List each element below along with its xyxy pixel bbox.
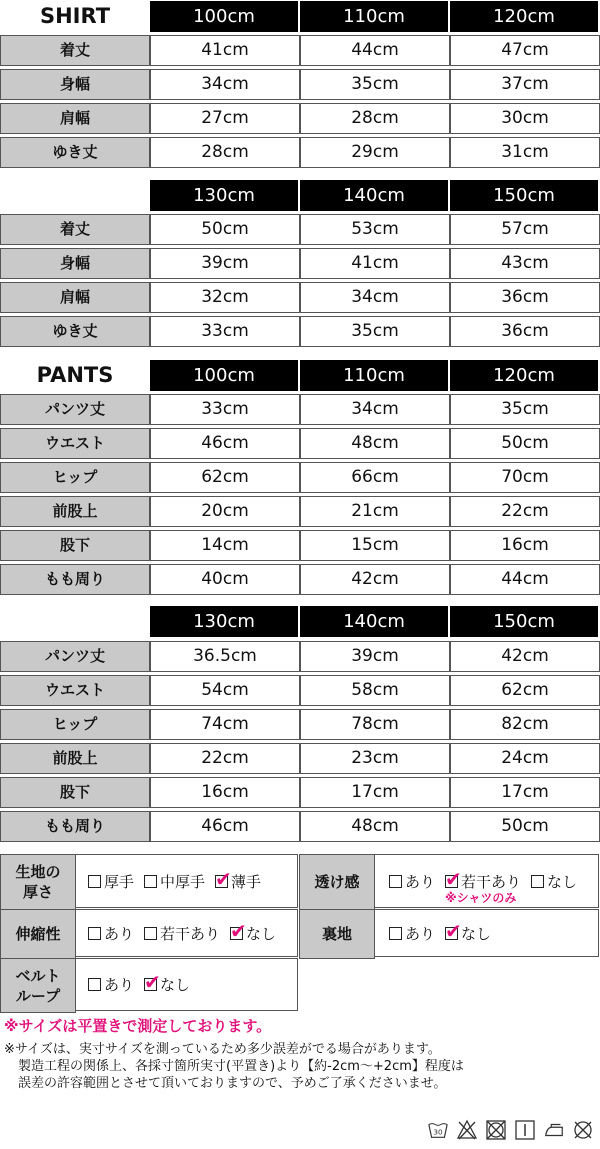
cell-value: 21cm <box>300 496 450 527</box>
cell-value: 50cm <box>150 214 300 245</box>
cell-value: 58cm <box>300 675 450 706</box>
option-slightly: ✔ 若干あり <box>445 867 522 891</box>
cell-value: 22cm <box>450 496 600 527</box>
lining-label: 裏地 <box>299 909 375 959</box>
cell-value: 22cm <box>150 743 300 774</box>
cell-value: 23cm <box>300 743 450 774</box>
row-label: 股下 <box>0 777 150 808</box>
table-row <box>0 248 600 279</box>
cell-value: 39cm <box>150 248 300 279</box>
cell-value: 62cm <box>450 675 600 706</box>
pants-title: PANTS <box>36 363 114 387</box>
cell-value: 62cm <box>150 462 300 493</box>
cell-value: 50cm <box>450 811 600 842</box>
cell-value: 36cm <box>450 316 600 347</box>
checkbox-icon <box>144 875 157 888</box>
cell-value: 50cm <box>450 428 600 459</box>
cell-value: 33cm <box>150 316 300 347</box>
checkbox-icon <box>389 875 402 888</box>
option-yes: あり <box>88 923 134 944</box>
size-disclaimer: ※サイズは、実寸サイズを測っているため多少誤差がでる場合があります。 製造工程の関係上、各採寸箇所実寸(平置き)より【約-2cm〜+2cm】程度は 誤差の許容範囲とさせて頂いておりますので、予めご了承くださいませ。 <box>4 1042 464 1091</box>
fabric-thickness-label: 生地の 厚さ <box>0 854 76 910</box>
size-header: 100cm <box>150 360 298 391</box>
row-label: 前股上 <box>0 743 150 774</box>
lining-options <box>374 909 599 957</box>
cell-value: 36cm <box>450 282 600 313</box>
cell-value: 35cm <box>300 69 450 100</box>
row-label: ヒップ <box>0 462 150 493</box>
option-yes: あり <box>88 974 134 995</box>
wash-30-icon <box>427 1119 449 1141</box>
table-row <box>0 641 600 672</box>
option-yes: あり <box>389 923 435 944</box>
row-label: ゆき丈 <box>0 137 150 168</box>
cell-value: 16cm <box>150 777 300 808</box>
row-label: 身幅 <box>0 69 150 100</box>
cell-value: 17cm <box>450 777 600 808</box>
cell-value: 14cm <box>150 530 300 561</box>
row-label: ウエスト <box>0 675 150 706</box>
sheer-options <box>374 854 599 908</box>
option-no: ✔ なし <box>445 918 492 943</box>
cell-value: 28cm <box>300 103 450 134</box>
cell-value: 44cm <box>300 35 450 66</box>
checked-checkbox-icon: ✔ <box>215 866 232 891</box>
cell-value: 28cm <box>150 137 300 168</box>
cell-value: 31cm <box>450 137 600 168</box>
option-yes: あり <box>389 871 435 892</box>
table-row <box>0 743 600 774</box>
svg-text:30: 30 <box>433 1127 443 1137</box>
checkbox-icon <box>88 978 101 991</box>
row-label: 着丈 <box>0 35 150 66</box>
cell-value: 54cm <box>150 675 300 706</box>
row-label: 着丈 <box>0 214 150 245</box>
cell-value: 33cm <box>150 394 300 425</box>
checked-checkbox-icon: ✔ <box>445 867 462 891</box>
cell-value: 37cm <box>450 69 600 100</box>
row-label: もも周り <box>0 811 150 842</box>
cell-value: 15cm <box>300 530 450 561</box>
cell-value: 16cm <box>450 530 600 561</box>
table-row <box>0 777 600 808</box>
cell-value: 48cm <box>300 428 450 459</box>
checked-checkbox-icon: ✔ <box>230 918 247 943</box>
cell-value: 32cm <box>150 282 300 313</box>
option-medium: 中厚手 <box>144 871 205 892</box>
cell-value: 57cm <box>450 214 600 245</box>
cell-value: 70cm <box>450 462 600 493</box>
beltloop-label: ベルト ループ <box>0 958 76 1013</box>
row-label: 肩幅 <box>0 282 150 313</box>
size-header: 150cm <box>450 180 598 211</box>
size-header: 120cm <box>450 1 598 32</box>
row-label: もも周り <box>0 564 150 595</box>
size-header: 140cm <box>300 180 448 211</box>
table-row <box>0 428 600 459</box>
cell-value: 30cm <box>450 103 600 134</box>
table-row <box>0 394 600 425</box>
size-header: 100cm <box>150 1 298 32</box>
option-thick: 厚手 <box>88 871 134 892</box>
row-label: ゆき丈 <box>0 316 150 347</box>
checkbox-icon <box>531 875 544 888</box>
checked-checkbox-icon: ✔ <box>445 918 462 943</box>
row-label: 肩幅 <box>0 103 150 134</box>
iron-low-icon <box>543 1119 565 1141</box>
stretch-label: 伸縮性 <box>0 909 76 959</box>
cell-value: 41cm <box>300 248 450 279</box>
cell-value: 39cm <box>300 641 450 672</box>
cell-value: 41cm <box>150 35 300 66</box>
table-row <box>0 137 600 168</box>
cell-value: 34cm <box>300 394 450 425</box>
size-header: 130cm <box>150 606 298 637</box>
size-header: 150cm <box>450 606 598 637</box>
sheer-label: 透け感 <box>299 854 375 910</box>
row-label: 股下 <box>0 530 150 561</box>
table-row <box>0 103 600 134</box>
cell-value: 48cm <box>300 811 450 842</box>
size-header: 110cm <box>300 1 448 32</box>
sheer-note: ※シャツのみ <box>445 891 517 905</box>
cell-value: 78cm <box>300 709 450 740</box>
table-row <box>0 530 600 561</box>
size-header: 120cm <box>450 360 598 391</box>
size-header: 140cm <box>300 606 448 637</box>
row-label: 身幅 <box>0 248 150 279</box>
table-row <box>0 811 600 842</box>
cell-value: 46cm <box>150 811 300 842</box>
cell-value: 74cm <box>150 709 300 740</box>
cell-value: 46cm <box>150 428 300 459</box>
option-slightly: 若干あり <box>144 923 220 944</box>
cell-value: 35cm <box>450 394 600 425</box>
cell-value: 17cm <box>300 777 450 808</box>
cell-value: 20cm <box>150 496 300 527</box>
cell-value: 36.5cm <box>150 641 300 672</box>
table-row <box>0 214 600 245</box>
cell-value: 82cm <box>450 709 600 740</box>
checkbox-icon <box>389 927 402 940</box>
table-row <box>0 35 600 66</box>
line-dry-icon <box>514 1119 536 1141</box>
option-thin: ✔ 薄手 <box>215 866 262 891</box>
row-label: ウエスト <box>0 428 150 459</box>
beltloop-options <box>75 958 298 1011</box>
cell-value: 44cm <box>450 564 600 595</box>
cell-value: 47cm <box>450 35 600 66</box>
size-measure-note: ※サイズは平置きで測定しております。 <box>4 1017 272 1035</box>
table-row <box>0 709 600 740</box>
table-row <box>0 496 600 527</box>
cell-value: 34cm <box>300 282 450 313</box>
checkbox-icon <box>144 927 157 940</box>
cell-value: 42cm <box>450 641 600 672</box>
cell-value: 24cm <box>450 743 600 774</box>
cell-value: 43cm <box>450 248 600 279</box>
cell-value: 29cm <box>300 137 450 168</box>
row-label: ヒップ <box>0 709 150 740</box>
fabric-thickness-options <box>75 854 298 908</box>
stretch-options <box>75 909 298 957</box>
table-row <box>0 69 600 100</box>
row-label: 前股上 <box>0 496 150 527</box>
table-row <box>0 675 600 706</box>
no-tumble-dry-icon <box>485 1119 507 1141</box>
table-row <box>0 316 600 347</box>
cell-value: 27cm <box>150 103 300 134</box>
cell-value: 42cm <box>300 564 450 595</box>
checked-checkbox-icon: ✔ <box>144 970 161 994</box>
row-label: パンツ丈 <box>0 394 150 425</box>
row-label: パンツ丈 <box>0 641 150 672</box>
checkbox-icon <box>88 875 101 888</box>
shirt-title: SHIRT <box>39 4 111 28</box>
option-no: なし <box>531 871 577 892</box>
no-dryclean-icon <box>572 1119 594 1141</box>
cell-value: 34cm <box>150 69 300 100</box>
table-row <box>0 462 600 493</box>
table-row <box>0 564 600 595</box>
no-bleach-icon <box>456 1119 478 1141</box>
option-no: ✔ なし <box>230 918 277 943</box>
table-row <box>0 282 600 313</box>
cell-value: 35cm <box>300 316 450 347</box>
checkbox-icon <box>88 927 101 940</box>
care-icons <box>427 1119 594 1141</box>
option-no: ✔ なし <box>144 970 191 994</box>
size-header: 130cm <box>150 180 298 211</box>
cell-value: 40cm <box>150 564 300 595</box>
cell-value: 53cm <box>300 214 450 245</box>
cell-value: 66cm <box>300 462 450 493</box>
size-header: 110cm <box>300 360 448 391</box>
